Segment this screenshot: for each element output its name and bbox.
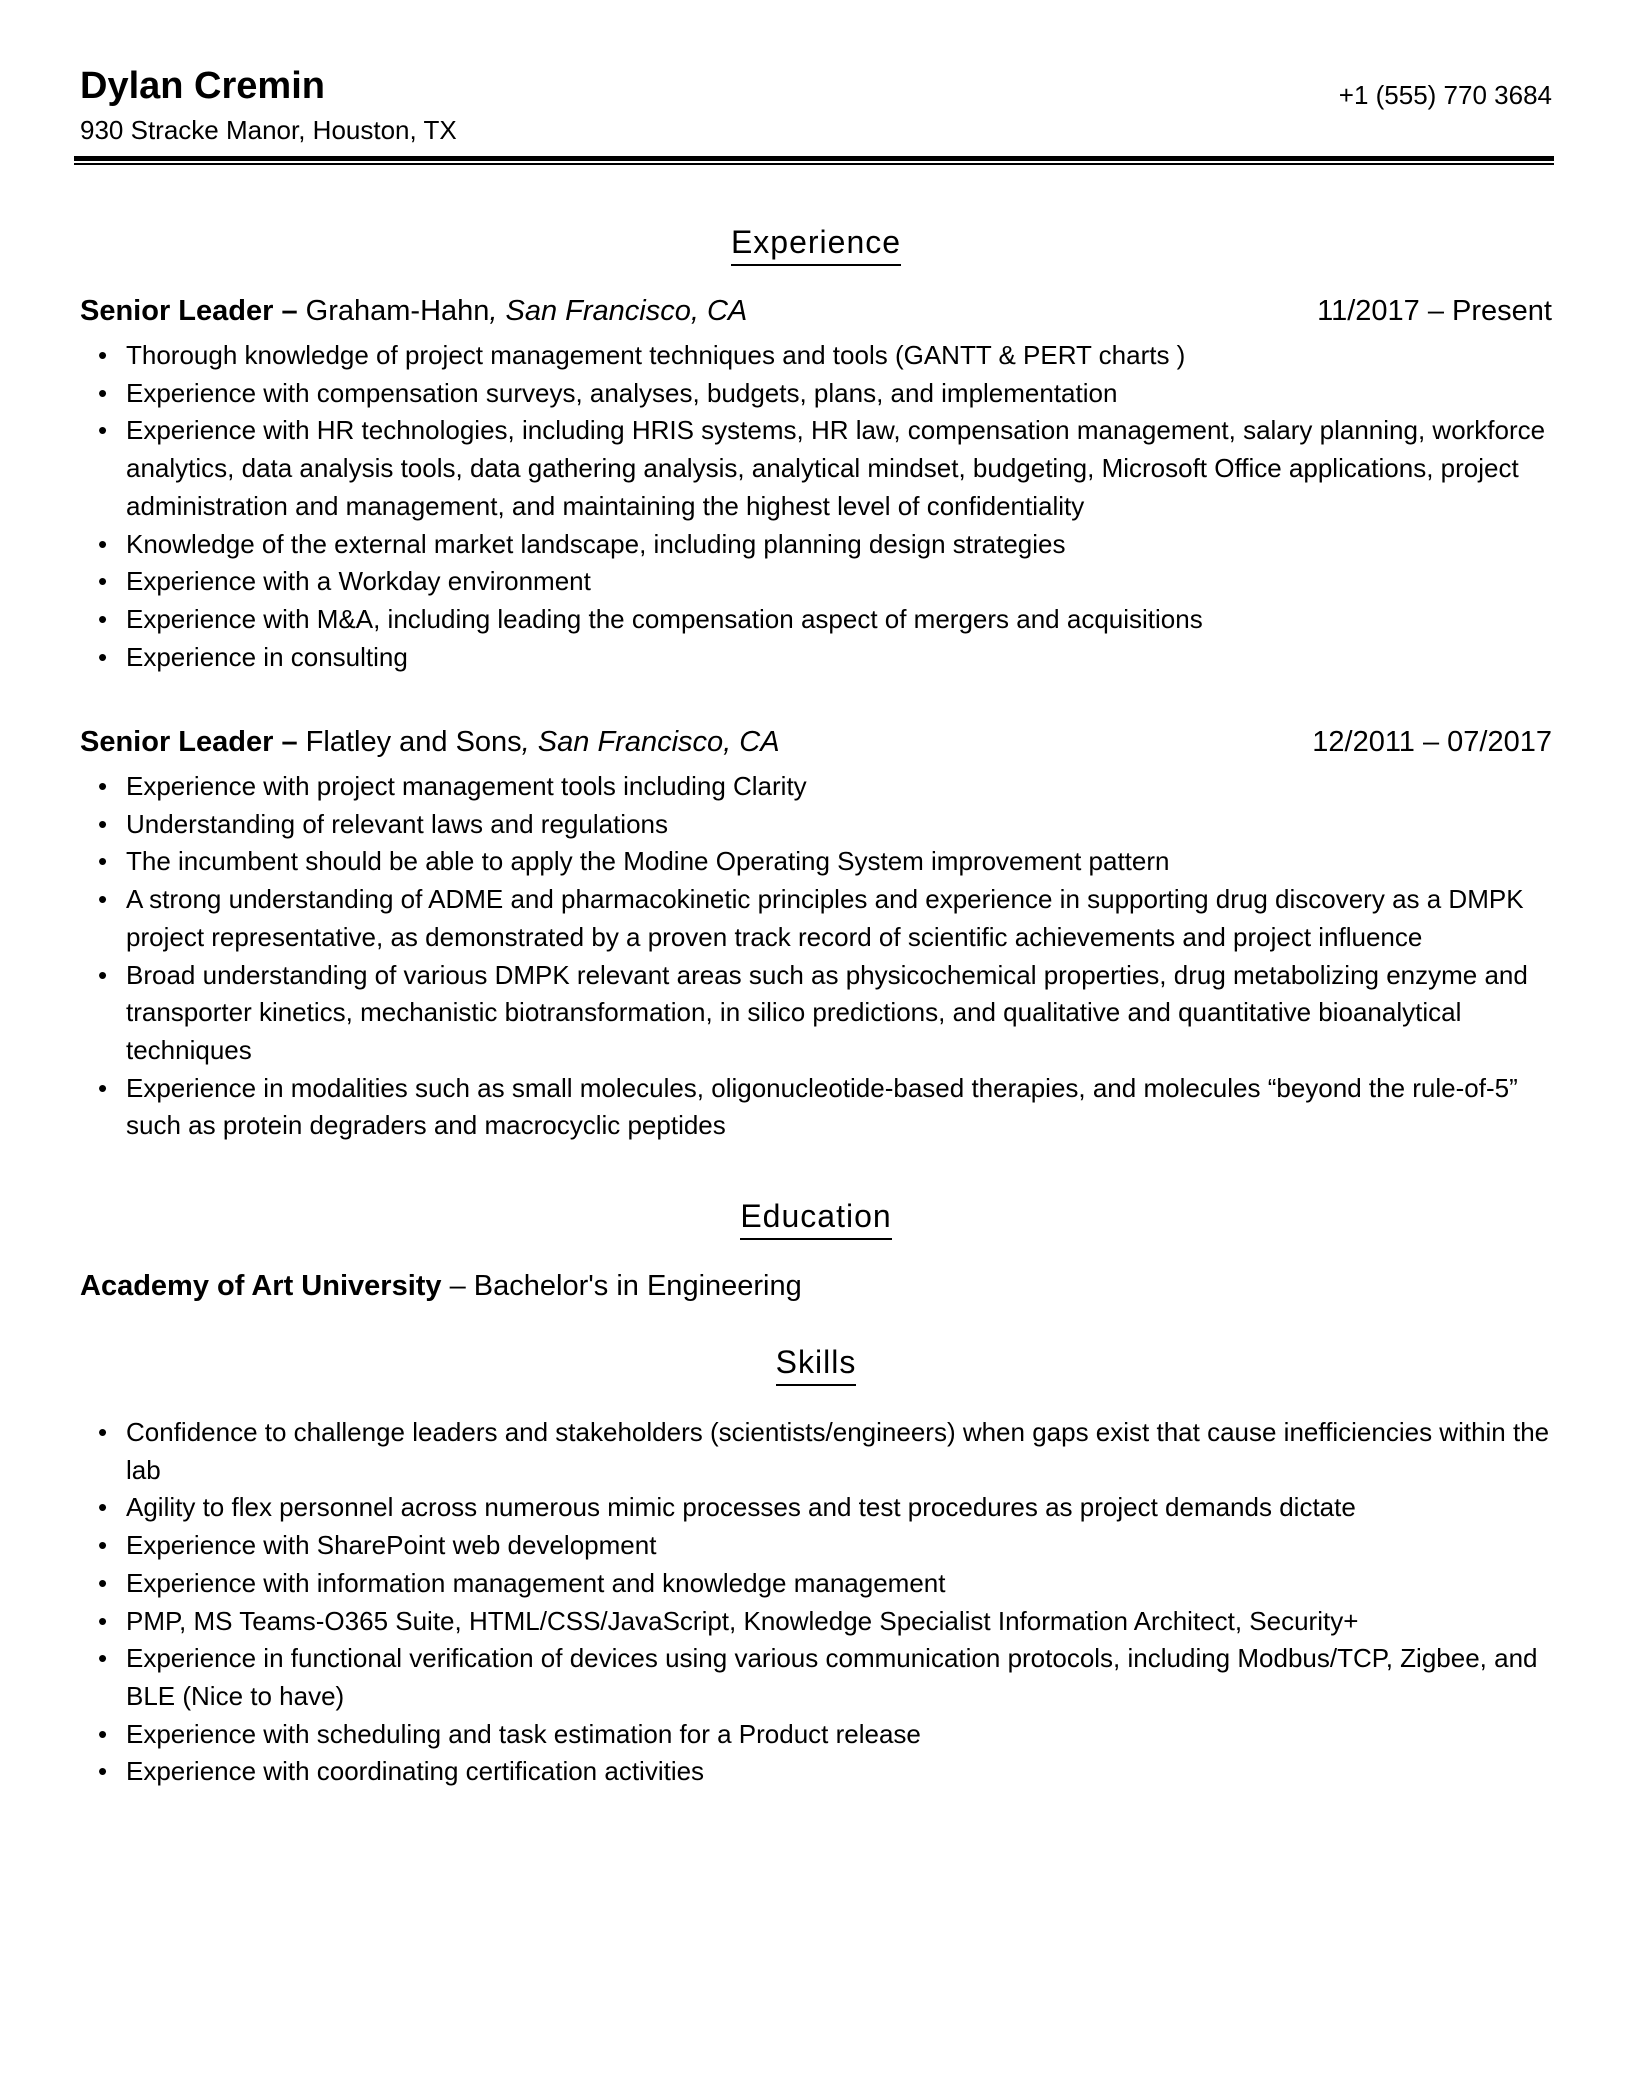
experience-heading-text: Experience (731, 222, 901, 266)
education-heading-text: Education (740, 1196, 891, 1240)
list-item: • Experience with SharePoint web development (80, 1527, 1552, 1565)
candidate-name: Dylan Cremin (80, 65, 325, 107)
list-item: • Experience with HR technologies, including HRIS systems, HR law, compensation management, salary planning, workforce analytics, data analysis tools, data gathering analysis, analytical mindset, budgeting, Microsoft Office applications, project administration and management, and maintaining the highest level of confidentiality (80, 412, 1552, 525)
education-school: Academy of Art University (80, 1270, 442, 1302)
job-2-role: Senior Leader – (80, 726, 298, 758)
education-degree: – Bachelor's in Engineering (441, 1270, 802, 1302)
list-item: • Thorough knowledge of project management techniques and tools (GANTT & PERT charts ) (80, 337, 1552, 375)
education-heading (0, 1196, 1632, 1240)
list-item: • The incumbent should be able to apply the Modine Operating System improvement pattern (80, 843, 1552, 881)
skills-bullets (80, 1414, 1552, 1791)
list-item: • Experience with project management tools including Clarity (80, 768, 1552, 806)
job-1-company: Graham-Hahn (305, 295, 490, 327)
job-2-company: Flatley and Sons (305, 726, 522, 758)
job-1-role: Senior Leader – (80, 295, 298, 327)
list-item: • Experience in consulting (80, 639, 1552, 677)
list-item: • Experience in modalities such as small molecules, oligonucleotide-based therapies, and molecules “beyond the rule-of-5” such as protein degraders and macrocyclic peptides (80, 1070, 1552, 1145)
list-item: • Confidence to challenge leaders and stakeholders (scientists/engineers) when gaps exist that cause inefficiencies within the lab (80, 1414, 1552, 1489)
list-item: • Experience with information management and knowledge management (80, 1565, 1552, 1603)
job-2-header (80, 723, 1552, 761)
list-item: • Experience with M&A, including leading the compensation aspect of mergers and acquisitions (80, 601, 1552, 639)
list-item: • A strong understanding of ADME and pharmacokinetic principles and experience in supporting drug discovery as a DMPK project representative, as demonstrated by a proven track record of scientific achievements and project influence (80, 881, 1552, 956)
list-item: • PMP, MS Teams-O365 Suite, HTML/CSS/JavaScript, Knowledge Specialist Information Architect, Security+ (80, 1603, 1552, 1641)
header-divider-thick (74, 156, 1554, 161)
education-entry (80, 1267, 802, 1305)
list-item: • Knowledge of the external market landscape, including planning design strategies (80, 526, 1552, 564)
job-1-bullets (80, 337, 1552, 676)
job-1-header (80, 292, 1552, 330)
list-item: • Experience with coordinating certification activities (80, 1753, 1552, 1791)
list-item: • Understanding of relevant laws and regulations (80, 806, 1552, 844)
list-item: • Experience with scheduling and task estimation for a Product release (80, 1716, 1552, 1754)
job-2-dates: 12/2011 – 07/2017 (1312, 726, 1552, 758)
list-item: • Agility to flex personnel across numerous mimic processes and test procedures as project demands dictate (80, 1489, 1552, 1527)
header-divider-thin (74, 163, 1554, 165)
candidate-address: 930 Stracke Manor, Houston, TX (80, 115, 457, 145)
list-item: • Broad understanding of various DMPK relevant areas such as physicochemical properties, drug metabolizing enzyme and transporter kinetics, mechanistic biotransformation, in silico predictions, and qualitative and quantitative bioanalytical techniques (80, 957, 1552, 1070)
list-item: • Experience in functional verification of devices using various communication protocols, including Modbus/TCP, Zigbee, and BLE (Nice to have) (80, 1640, 1552, 1715)
list-item: • Experience with compensation surveys, analyses, budgets, plans, and implementation (80, 375, 1552, 413)
skills-heading (0, 1342, 1632, 1386)
job-2-location: , San Francisco, CA (521, 726, 780, 758)
list-item: • Experience with a Workday environment (80, 563, 1552, 601)
job-1-dates: 11/2017 – Present (1317, 295, 1552, 327)
candidate-phone: +1 (555) 770 3684 (1338, 80, 1552, 110)
job-2-bullets (80, 768, 1552, 1145)
skills-heading-text: Skills (776, 1342, 857, 1386)
job-1-location: , San Francisco, CA (489, 295, 748, 327)
experience-heading (0, 222, 1632, 266)
